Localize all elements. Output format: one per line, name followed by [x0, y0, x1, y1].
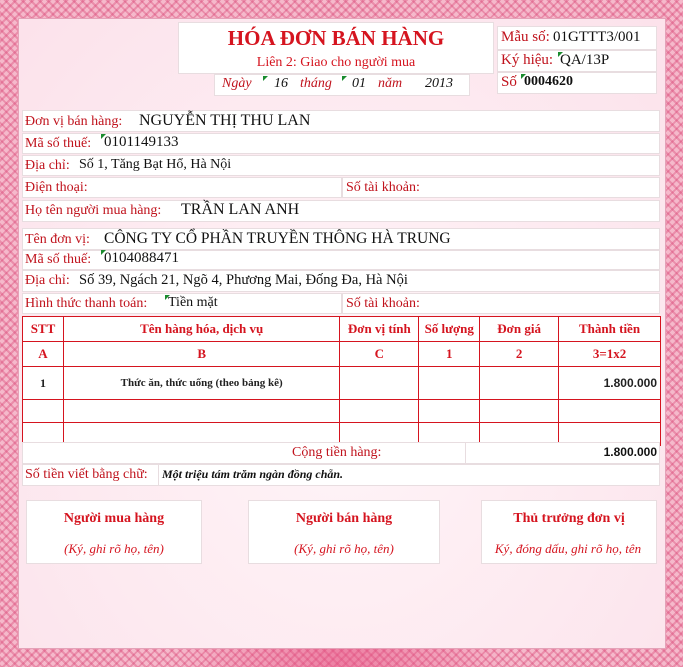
row-unit [340, 367, 419, 400]
buyer-payment-label: Hình thức thanh toán: [25, 296, 148, 311]
signature-director-title: Thủ trưởng đơn vị [513, 511, 625, 526]
buyer-account-label: Số tài khoản: [346, 296, 420, 311]
date-month[interactable]: 01 [342, 76, 376, 92]
seller-phone-label: Điện thoại: [25, 180, 88, 195]
buyer-unit-label: Tên đơn vị: [25, 232, 90, 247]
buyer-tax-label: Mã số thuế: [25, 252, 92, 267]
invoice-number[interactable]: 0004620 [521, 74, 573, 90]
date-year[interactable]: 2013 [425, 76, 453, 91]
number-label: Số [501, 74, 517, 90]
seller-tax-label: Mã số thuế: [25, 136, 92, 151]
row-name: Thức ăn, thức uống (theo bảng kê) [63, 367, 339, 400]
row-price [480, 367, 559, 400]
seller-name[interactable]: NGUYỄN THỊ THU LAN [139, 112, 311, 129]
seller-address[interactable]: Số 1, Tăng Bạt Hổ, Hà Nội [79, 157, 232, 172]
row-qty [419, 367, 480, 400]
signature-seller-note: (Ký, ghi rõ họ, tên) [294, 541, 394, 556]
buyer-address-label: Địa chỉ: [25, 273, 70, 288]
signature-buyer-note: (Ký, ghi rõ họ, tên) [64, 541, 164, 556]
total-label: Cộng tiền hàng: [292, 445, 382, 460]
signature-seller-title: Người bán hàng [295, 511, 393, 526]
code-2: 2 [480, 342, 559, 367]
table-header-row [23, 317, 661, 342]
header-amount: Thành tiền [559, 317, 661, 342]
empty-cell [480, 400, 559, 423]
date-day-label: Ngày [222, 76, 252, 91]
table-code-row [23, 342, 661, 367]
row-stt: 1 [23, 367, 64, 400]
seller-address-label: Địa chỉ: [25, 158, 70, 173]
total-value[interactable]: 1.800.000 [603, 445, 657, 459]
buyer-person-label: Họ tên người mua hàng: [25, 203, 162, 218]
code-b: B [63, 342, 339, 367]
buyer-payment[interactable]: Tiền mặt [165, 295, 218, 311]
header-name: Tên hàng hóa, dịch vụ [63, 317, 339, 342]
row-amount: 1.800.000 [559, 367, 661, 400]
words-label: Số tiền viết bằng chữ: [25, 467, 148, 482]
table-row[interactable] [23, 400, 661, 423]
buyer-unit[interactable]: CÔNG TY CỔ PHẦN TRUYỀN THÔNG HÀ TRUNG [104, 230, 451, 247]
header-unit: Đơn vị tính [340, 317, 419, 342]
date-day[interactable]: 16 [263, 76, 299, 92]
form-no-label: Mẫu số: [501, 29, 550, 45]
header-qty: Số lượng [419, 317, 480, 342]
seller-name-label: Đơn vị bán hàng: [25, 114, 123, 129]
empty-cell [63, 400, 339, 423]
buyer-address[interactable]: Số 39, Ngách 21, Ngõ 4, Phương Mai, Đống Đa, Hà Nội [79, 272, 408, 288]
symbol-label: Ký hiệu: [501, 52, 554, 68]
symbol[interactable]: QA/13P [560, 52, 610, 68]
code-c: C [340, 342, 419, 367]
buyer-tax[interactable]: 0104088471 [101, 250, 179, 267]
header-stt: STT [23, 317, 64, 342]
copy-line: Liên 2: Giao cho người mua [256, 55, 416, 70]
empty-cell [23, 400, 64, 423]
signature-buyer-title: Người mua hàng [63, 511, 165, 526]
empty-cell [419, 400, 480, 423]
seller-tax[interactable]: 0101149133 [101, 134, 178, 151]
buyer-person[interactable]: TRẦN LAN ANH [181, 201, 300, 218]
header-price: Đơn giá [480, 317, 559, 342]
date-month-label: tháng [300, 76, 332, 91]
invoice-title: HÓA ĐƠN BÁN HÀNG [227, 26, 445, 50]
form-no[interactable]: 01GTTT3/001 [553, 29, 641, 45]
code-1: 1 [419, 342, 480, 367]
code-a: A [23, 342, 64, 367]
empty-cell [340, 400, 419, 423]
table-row[interactable] [23, 367, 661, 400]
amount-in-words[interactable]: Một triệu tám trăm ngàn đồng chẵn. [162, 467, 344, 481]
code-3: 3=1x2 [559, 342, 661, 367]
signature-director-note: Ký, đóng dấu, ghi rõ họ, tên [494, 541, 642, 556]
items-table [22, 316, 661, 446]
date-year-label: năm [378, 76, 403, 91]
seller-account-label: Số tài khoản: [346, 180, 420, 195]
empty-cell [559, 400, 661, 423]
